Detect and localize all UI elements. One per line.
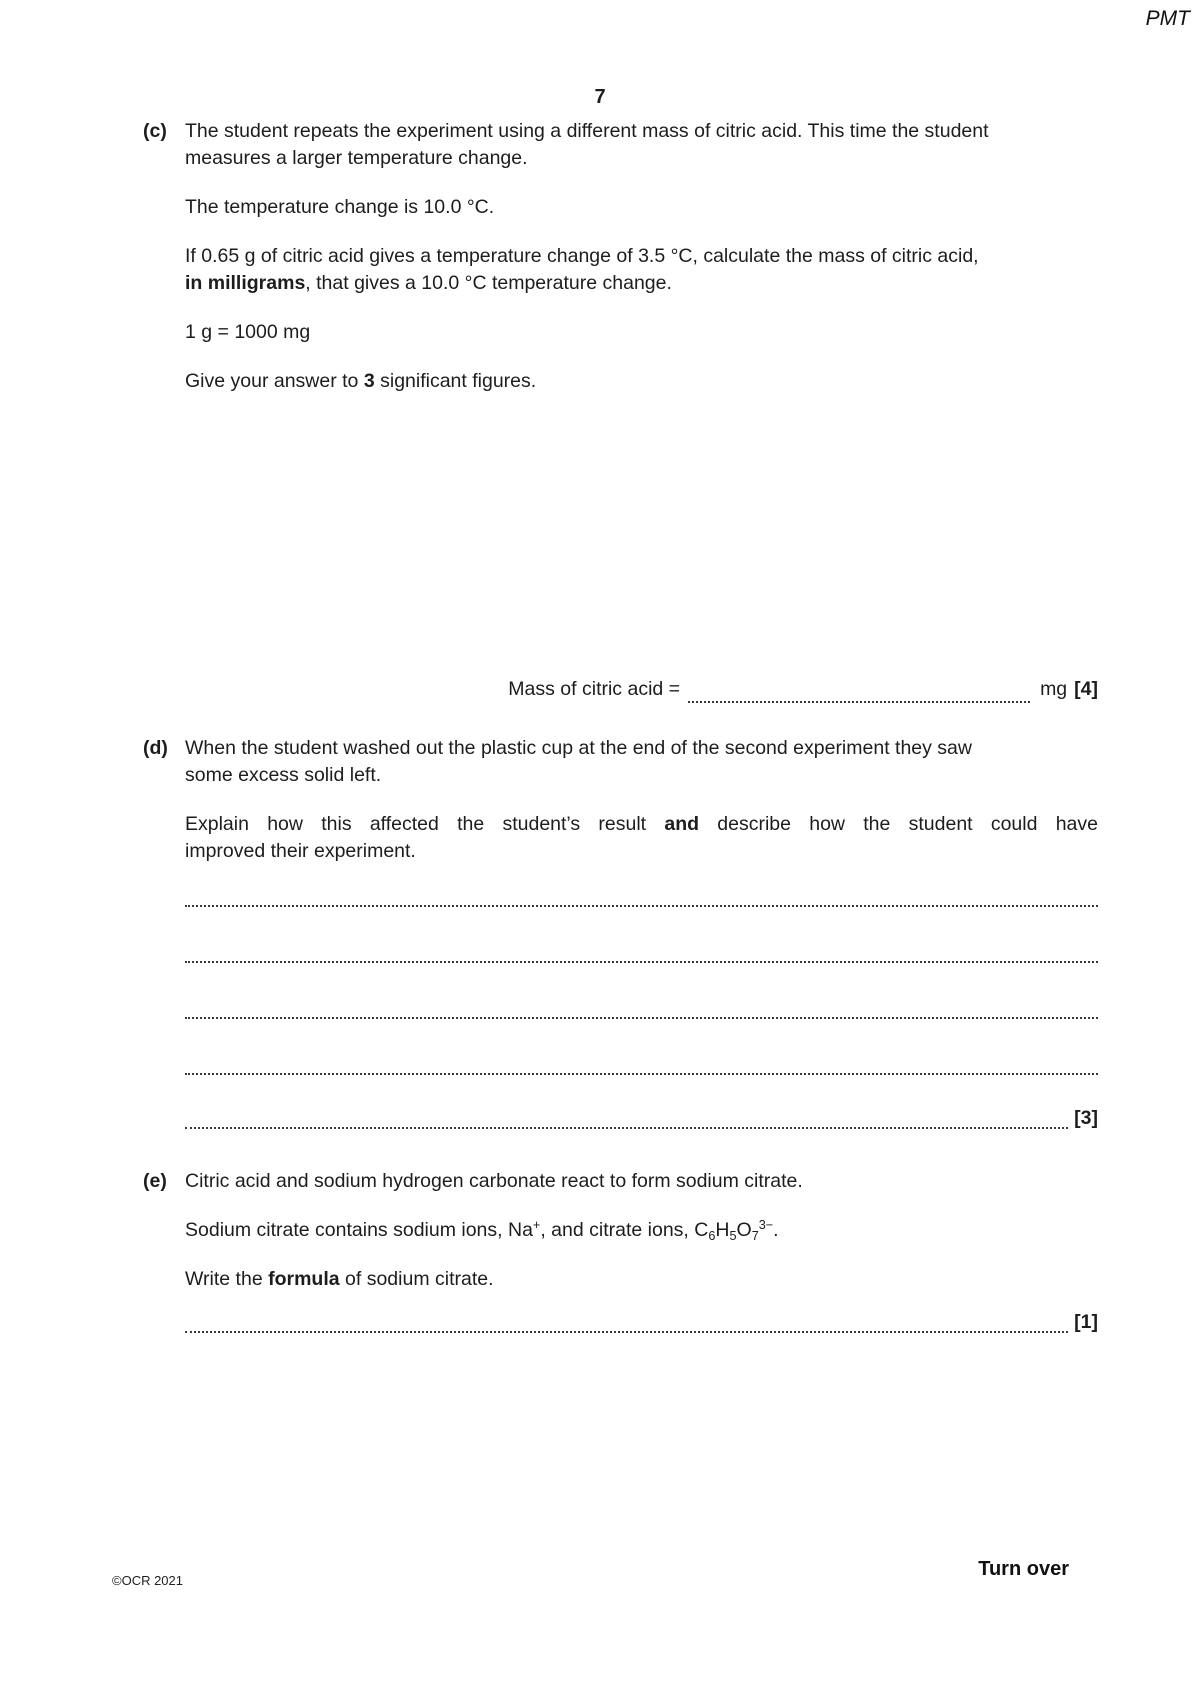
question-d-paragraph-2: [185, 811, 1098, 865]
question-c-body: [185, 118, 1098, 703]
answer-dotted-line-with-marks: [185, 1311, 1098, 1333]
turn-over-label: Turn over: [978, 1558, 1069, 1580]
question-e-answer-lines: [185, 1311, 1098, 1333]
mass-answer-unit: mg: [1040, 678, 1068, 700]
question-d-answer-lines: [185, 887, 1098, 1129]
pmt-watermark: PMT: [1145, 7, 1190, 30]
page-number: 7: [594, 86, 606, 108]
question-d-marks: [3]: [1074, 1107, 1098, 1129]
question-d: [143, 735, 1098, 1129]
question-d-paragraph-1: When the student washed out the plastic cup at the end of the second experiment they saw some excess solid left.: [185, 737, 972, 786]
question-e-label: (e): [143, 1170, 167, 1192]
question-d-paragraph-2-line-1: Explain how this affected the student’s result and describe how the student could have: [185, 813, 1098, 835]
question-c-paragraph-2: The temperature change is 10.0 °C.: [185, 196, 495, 218]
question-e: [143, 1168, 1098, 1333]
question-e-body: [185, 1168, 1098, 1333]
question-c-paragraph-5: Give your answer to 3 significant figures.: [185, 370, 537, 392]
question-c-paragraph-4: 1 g = 1000 mg: [185, 321, 311, 343]
answer-dotted-line: [185, 907, 1098, 963]
mass-answer-marks: [4]: [1074, 678, 1098, 700]
mass-answer-line: [185, 676, 1098, 703]
answer-dotted-line: [185, 1019, 1098, 1075]
question-c-paragraph-3: If 0.65 g of citric acid gives a temperature change of 3.5 °C, calculate the mass of citric acid, in milligrams, that gives a 10.0 °C temperature change.: [185, 245, 979, 294]
answer-dotted-line-with-marks: [185, 1075, 1098, 1129]
answer-dotted-line: [185, 1073, 1068, 1129]
answer-dotted-line: [185, 963, 1098, 1019]
question-d-label: (d): [143, 737, 168, 759]
question-e-paragraph-3: Write the formula of sodium citrate.: [185, 1268, 494, 1290]
question-e-paragraph-2: Sodium citrate contains sodium ions, Na+, and citrate ions, $C_6H_5O_7^{3-}$.: [185, 1218, 779, 1243]
question-c-paragraph-1: The student repeats the experiment using a different mass of citric acid. This time the student measures a larger temperature change.: [185, 120, 989, 169]
page-content: [143, 118, 1098, 1333]
question-e-marks: [1]: [1074, 1311, 1098, 1333]
answer-dotted-line: [185, 1313, 1068, 1333]
question-c-label: (c): [143, 120, 167, 142]
mass-answer-dotted-field: [688, 680, 1030, 703]
answer-dotted-line: [185, 887, 1098, 907]
copyright-notice: ©OCR 2021: [112, 1573, 183, 1588]
question-d-paragraph-2-line-2: improved their experiment.: [185, 840, 416, 862]
question-c: [143, 118, 1098, 703]
question-e-paragraph-1: Citric acid and sodium hydrogen carbonate react to form sodium citrate.: [185, 1170, 803, 1192]
mass-answer-label: Mass of citric acid =: [508, 678, 681, 700]
question-d-body: [185, 735, 1098, 1129]
